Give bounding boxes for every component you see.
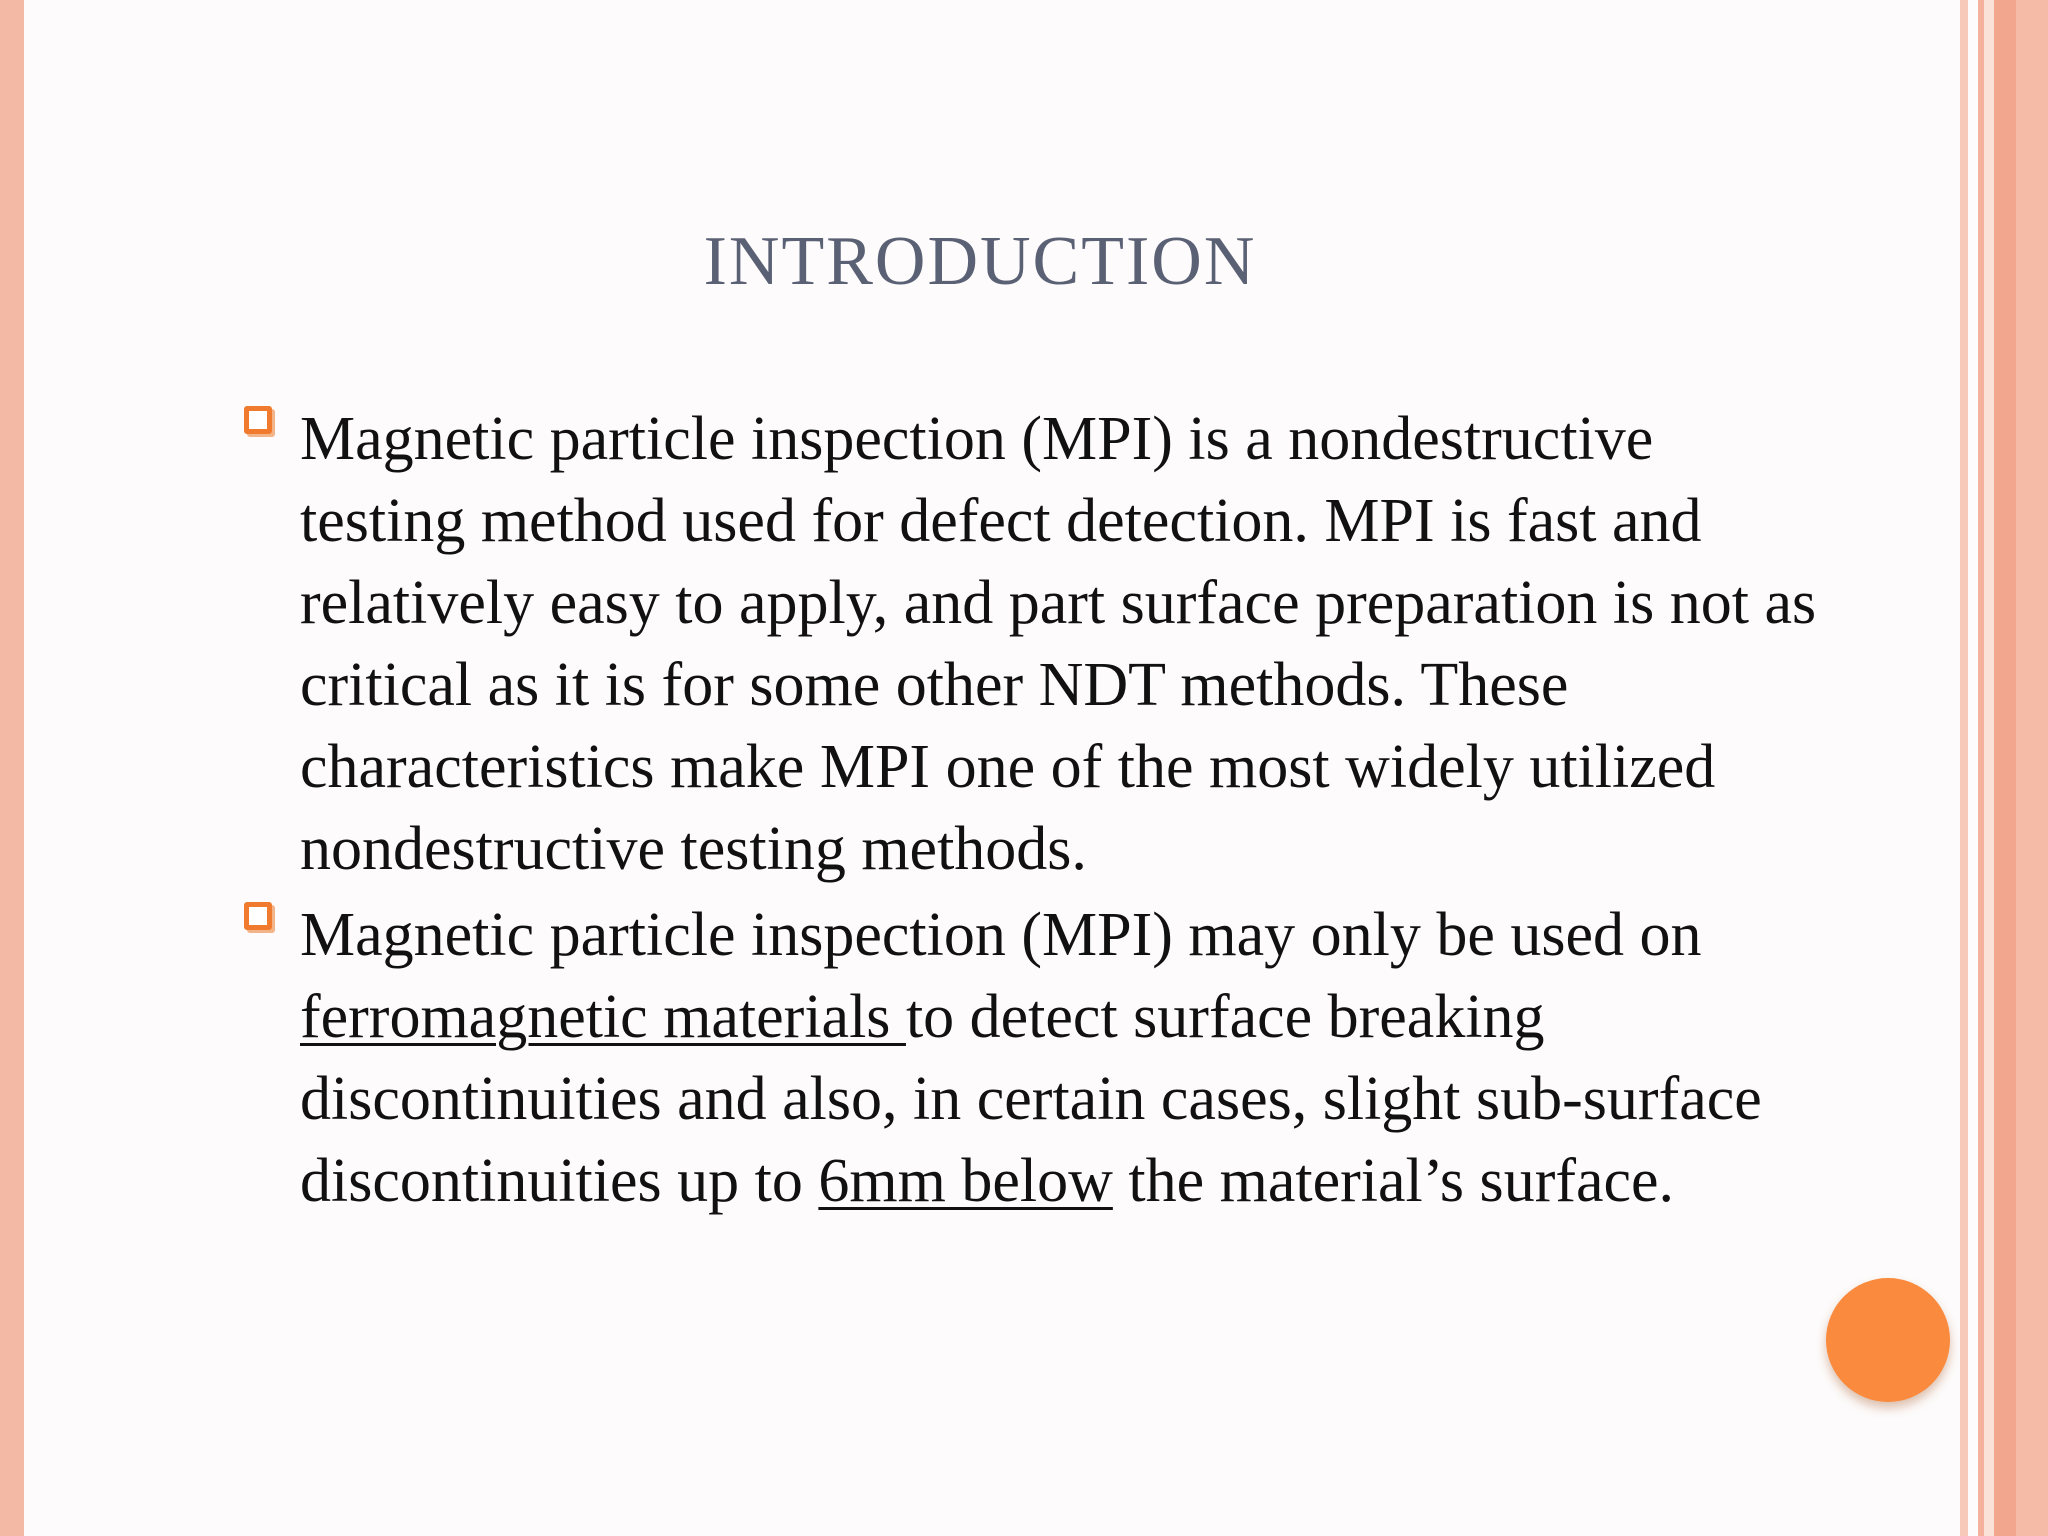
hollow-square-bullet-icon	[244, 902, 272, 930]
bullet-text-1: Magnetic particle inspection (MPI) is a nondestructive testing method used for defect detection. MPI is fast and relatively easy to apply, and part surface preparation is not as critical as it is for some other NDT methods. These characteristics make MPI one of the most widely utilized nondestructive testing methods.	[300, 405, 1817, 883]
bullet-item-1	[244, 398, 1824, 890]
bullet-text-2-part3: the material’s surface.	[1112, 1147, 1675, 1215]
orange-circle-decoration	[1826, 1278, 1950, 1402]
right-border-decoration	[1960, 0, 2048, 1536]
six-mm-below-link[interactable]: 6mm below	[818, 1147, 1113, 1215]
slide-content	[244, 398, 1824, 1226]
hollow-square-bullet-icon	[244, 406, 272, 434]
bullet-text-2-part2: to detect surface breaking discontinuities and also, in certain cases, slight sub-surface discontinuities up to	[300, 983, 1762, 1215]
slide-title: INTRODUCTION	[703, 223, 1257, 300]
bullet-text-2-part1: Magnetic particle inspection (MPI) may only be used on	[300, 901, 1702, 969]
ferromagnetic-materials-link[interactable]: ferromagnetic materials	[300, 983, 906, 1051]
bullet-item-2	[244, 894, 1824, 1222]
